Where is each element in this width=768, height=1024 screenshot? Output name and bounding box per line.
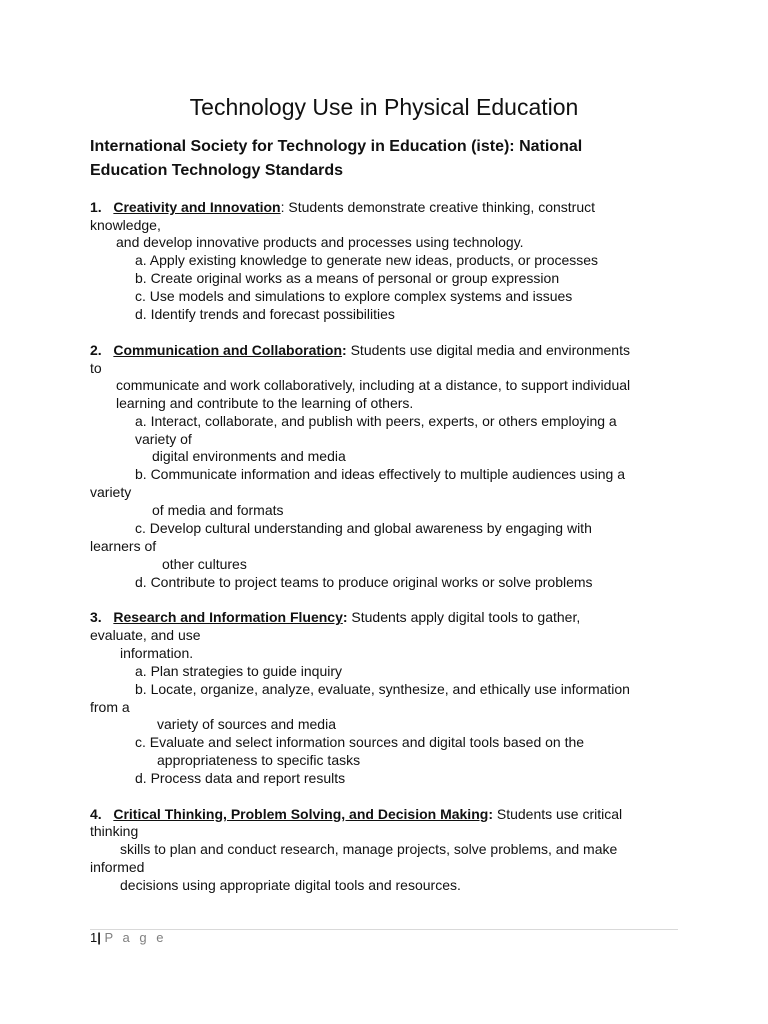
section-3-number: 3. [90, 609, 102, 625]
section-1-heading-line [90, 198, 595, 216]
section-1-intro-line-2: knowledge, [90, 217, 161, 233]
section-4-intro-line-4: informed [90, 859, 145, 875]
section-3-item-c: c. Evaluate and select information sources and digital tools based on the [135, 734, 585, 750]
footer-divider [90, 929, 678, 930]
section-1-number: 1. [90, 199, 102, 215]
section-3-heading: Research and Information Fluency [113, 609, 343, 625]
section-2-number: 2. [90, 342, 102, 358]
section-3-item-c-cont: appropriateness to specific tasks [157, 752, 361, 768]
section-2-item-c: c. Develop cultural understanding and global awareness by engaging with [135, 520, 592, 536]
section-3-item-b-cont: from a [90, 699, 130, 715]
page-number: 1 [90, 930, 98, 945]
section-2-item-c-cont: learners of [90, 538, 157, 554]
section-2-heading: Communication and Collaboration [113, 342, 343, 358]
section-3-item-a: a. Plan strategies to guide inquiry [135, 663, 343, 679]
section-1-colon: : [280, 199, 285, 215]
document-title: Technology Use in Physical Education [189, 94, 579, 120]
section-3-item-d: d. Process data and report results [135, 770, 346, 786]
document-subtitle [90, 135, 690, 183]
subtitle-line-2: Education Technology Standards [90, 162, 344, 179]
footer-separator: | [97, 930, 101, 945]
page-label: P a g e [104, 930, 167, 945]
section-2-intro-line-2: to [90, 360, 102, 376]
section-2-intro: Students use digital media and environments [346, 342, 630, 358]
section-4-intro-line-2: thinking [90, 823, 139, 839]
section-3-intro: Students apply digital tools to gather, [347, 609, 581, 625]
section-1-heading: Creativity and Innovation [113, 199, 281, 215]
section-4-intro-line-5: decisions using appropriate digital tools and resources. [120, 877, 461, 893]
section-3-colon: : [342, 609, 348, 625]
section-2-item-b: b. Communicate information and ideas effectively to multiple audiences using a [135, 466, 626, 482]
section-3-intro-line-2: evaluate, and use [90, 627, 201, 643]
section-1-intro-line-3: and develop innovative products and processes using technology. [116, 234, 524, 250]
section-1-item-a: a. Apply existing knowledge to generate new ideas, products, or processes [135, 252, 599, 268]
subtitle-line-1: International Society for Technology in Education (iste): National [90, 138, 583, 155]
section-2-item-d: d. Contribute to project teams to produce original works or solve problems [135, 574, 593, 590]
section-4-colon: : [488, 806, 493, 822]
section-4-heading-line [90, 805, 622, 823]
section-2-colon: : [342, 342, 347, 358]
section-4-heading: Critical Thinking, Problem Solving, and Decision Making [113, 806, 489, 822]
section-3-item-b: b. Locate, organize, analyze, evaluate, synthesize, and ethically use information [135, 681, 630, 697]
section-4-number: 4. [90, 806, 102, 822]
section-2-heading-line [90, 341, 630, 359]
section-1-item-c: c. Use models and simulations to explore complex systems and issues [135, 288, 573, 304]
section-2-intro-line-3: communicate and work collaboratively, including at a distance, to support individual [116, 377, 631, 393]
section-4-intro-line-3: skills to plan and conduct research, manage projects, solve problems, and make [120, 841, 618, 857]
section-4-intro: Students use critical [492, 806, 623, 822]
page-footer [90, 929, 166, 947]
section-1-intro: Students demonstrate creative thinking, construct [284, 199, 595, 215]
section-2-intro-line-4: learning and contribute to the learning of others. [116, 395, 414, 411]
section-1-item-b: b. Create original works as a means of personal or group expression [135, 270, 560, 286]
section-2-item-a-cont-2: digital environments and media [152, 448, 346, 464]
section-2-item-c-cont-2: other cultures [162, 556, 247, 572]
section-2-item-b-cont: variety [90, 484, 132, 500]
section-3-intro-line-3: information. [120, 645, 194, 661]
section-1-item-d: d. Identify trends and forecast possibilities [135, 306, 395, 322]
section-3-heading-line [90, 608, 580, 626]
section-3-item-b-cont-2: variety of sources and media [157, 716, 336, 732]
section-2-item-b-cont-2: of media and formats [152, 502, 284, 518]
section-2-item-a-cont: variety of [135, 431, 192, 447]
section-2-item-a: a. Interact, collaborate, and publish with peers, experts, or others employing a [135, 413, 617, 429]
